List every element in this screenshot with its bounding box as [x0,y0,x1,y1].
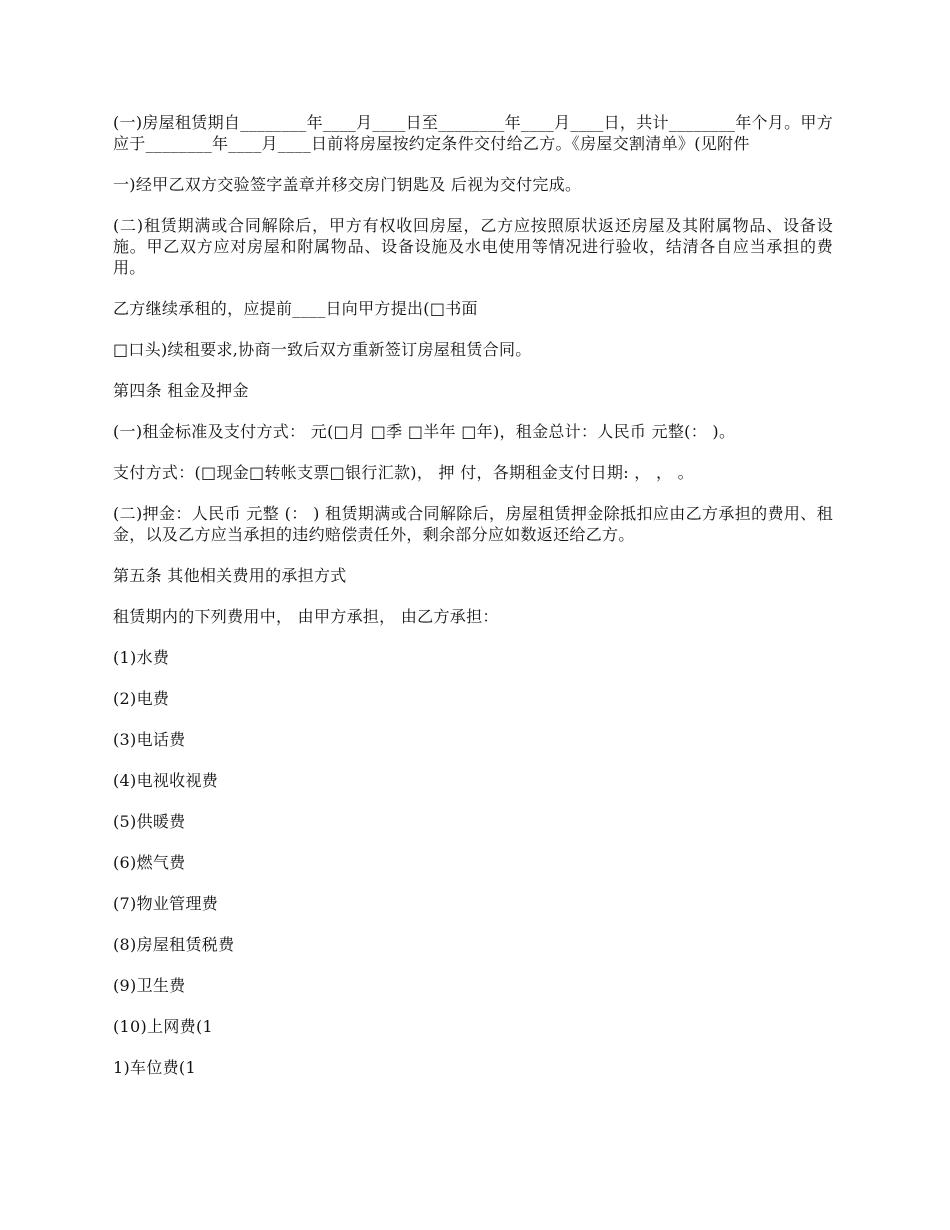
renewal-request-paragraph: □口头)续租要求,协商一致后双方重新签订房屋租赁合同。 [113,340,532,359]
article-four-heading: 第四条 租金及押金 [113,381,249,400]
expense-item-sanitation: (9)卫生费 [113,976,186,995]
delivery-confirmation-paragraph: 一)经甲乙双方交验签字盖章并移交房门钥匙及 后视为交付完成。 [113,175,582,194]
payment-method-paragraph: 支付方式：(□现金□转帐支票□银行汇款)， 押 付，各期租金支付日期: ， ， 。 [113,463,694,482]
expense-item-water: (1)水费 [113,648,170,667]
expense-item-parking: 1)车位费(1 [113,1058,196,1077]
deposit-paragraph: (二)押金：人民币 元整 (： ) 租赁期满或合同解除后，房屋租赁押金除抵扣应由乙方承担的费用、租金，以及乙方应当承担的违约赔偿责任外，剩余部分应如数返还给乙方。 [113,504,833,544]
expense-item-heating: (5)供暖费 [113,812,186,831]
renewal-notice-paragraph: 乙方继续承租的，应提前____日向甲方提出(□书面 [113,299,478,318]
expense-item-telephone: (3)电话费 [113,730,186,749]
expense-item-internet: (10)上网费(1 [113,1017,213,1036]
document-body [113,112,833,1098]
expense-item-lease-tax: (8)房屋租赁税费 [113,935,235,954]
expense-item-electricity: (2)电费 [113,689,170,708]
expense-item-property-management: (7)物业管理费 [113,894,219,913]
expense-item-gas: (6)燃气费 [113,853,186,872]
expense-intro-paragraph: 租赁期内的下列费用中， 由甲方承担， 由乙方承担： [113,607,499,626]
lease-expiry-paragraph: (二)租赁期满或合同解除后，甲方有权收回房屋，乙方应按照原状返还房屋及其附属物品、设备设施。甲乙双方应对房屋和附属物品、设备设施及水电使用等情况进行验收，结清各自应当承担的费用。 [113,216,833,277]
rent-standard-paragraph: (一)租金标准及支付方式： 元(□月 □季 □半年 □年)，租金总计：人民币 元整(： )。 [113,422,736,441]
article-five-heading: 第五条 其他相关费用的承担方式 [113,566,347,585]
lease-term-paragraph: (一)房屋租赁期自________年____月____日至________年____月____日，共计________年个月。甲方应于________年____月____日前将房屋按约定条件交付给乙方。《房屋交割清单》(见附件 [113,113,833,153]
expense-item-tv: (4)电视收视费 [113,771,219,790]
